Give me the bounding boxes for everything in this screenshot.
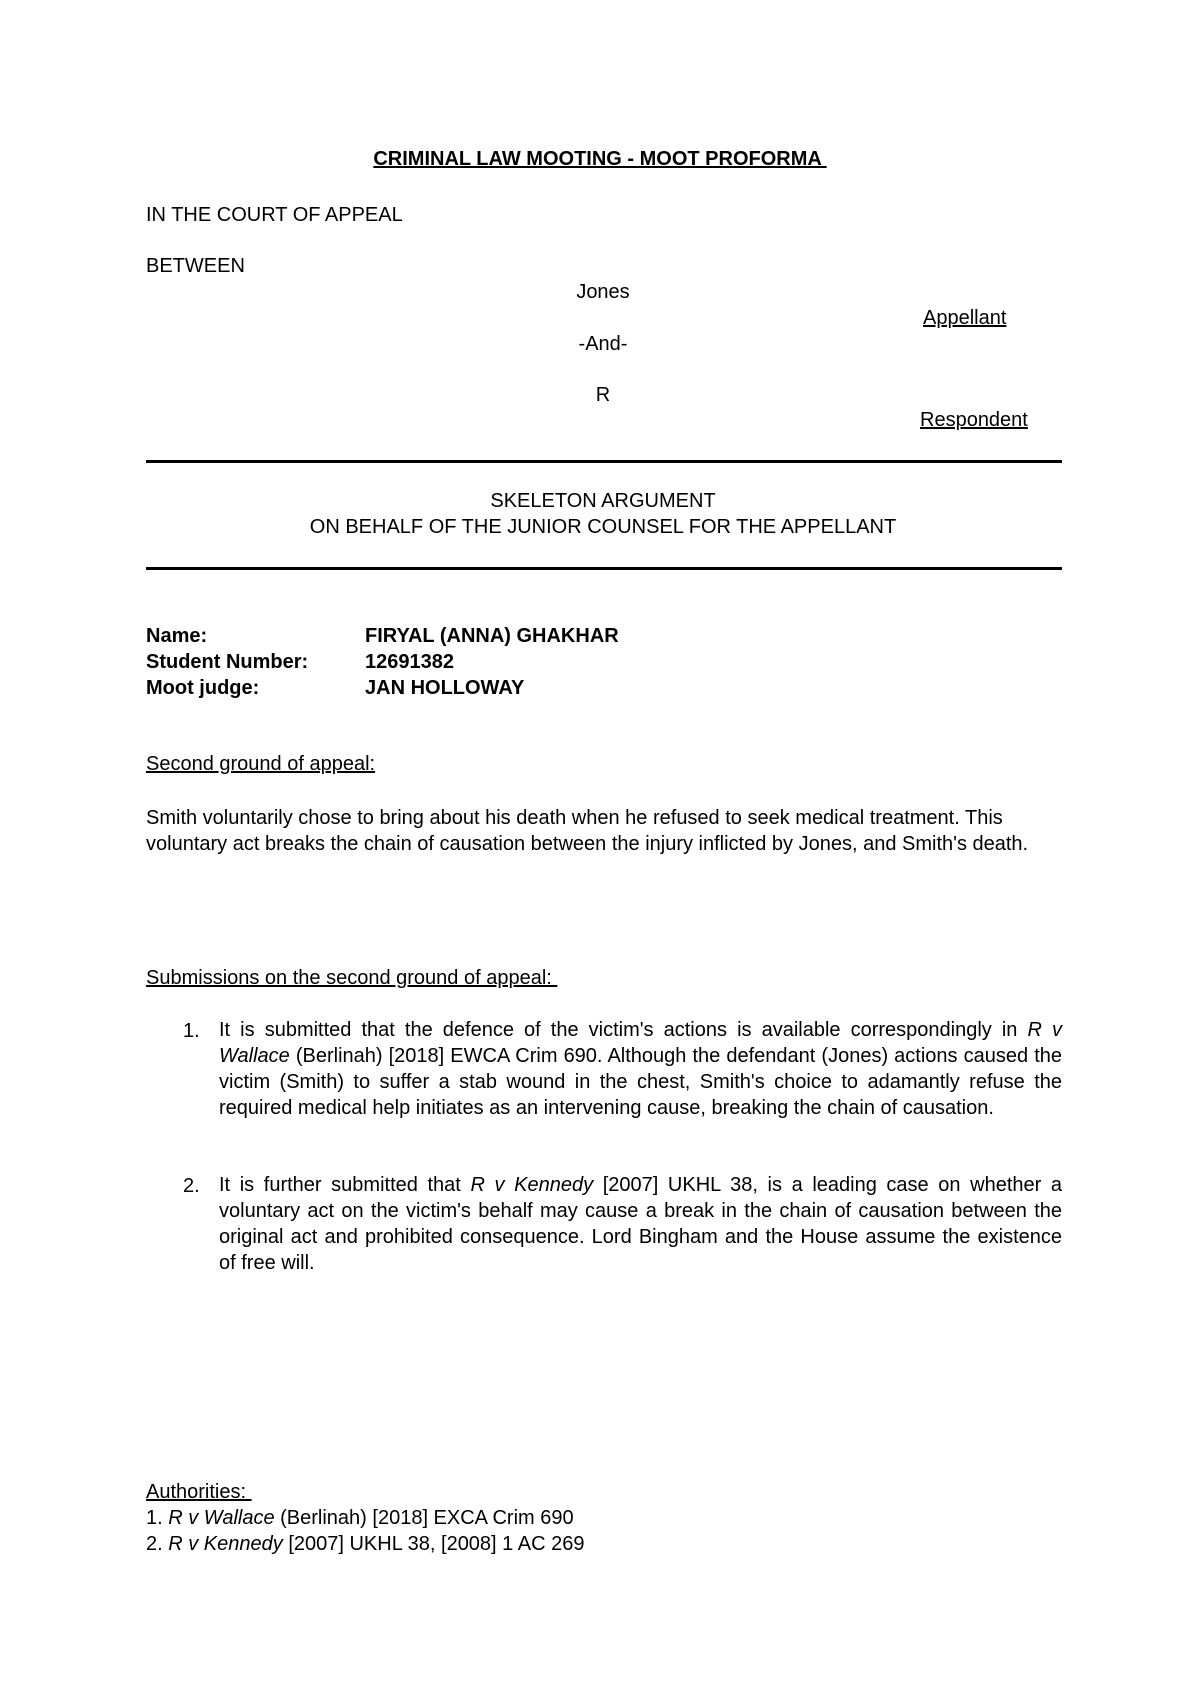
submission-post: (Berlinah) [2018] EWCA Crim 690. Although the defendant (Jones) actions caused the victim (Smith) to suffer a stab wound in the chest, Smith's choice to adamantly refuse the required medical help initiates as an intervening cause, breaking the chain of causation. <box>219 1045 1062 1119</box>
case-name: R v Wallace <box>168 1507 275 1529</box>
between-label: BETWEEN <box>146 255 245 277</box>
court-name: IN THE COURT OF APPEAL <box>146 204 403 226</box>
case-name: R v Kennedy <box>168 1533 283 1555</box>
name-value: FIRYAL (ANNA) GHAKHAR <box>365 625 619 647</box>
moot-judge-value: JAN HOLLOWAY <box>365 677 525 699</box>
ground-text: Smith voluntarily chose to bring about his death when he refused to seek medical treatment. This voluntary act breaks the chain of causation between the injury inflicted by Jones, and Smith's death. <box>146 807 1029 855</box>
appellant-name: Jones <box>576 281 630 303</box>
authority-citation: (Berlinah) [2018] EXCA Crim 690 <box>274 1507 574 1529</box>
authority-number: 2. <box>146 1533 169 1555</box>
submission-text <box>219 1172 1062 1276</box>
submission-pre: It is further submitted that <box>219 1174 471 1196</box>
submission-number: 2. <box>183 1175 200 1197</box>
submission-number: 1. <box>183 1020 200 1042</box>
respondent-name: R <box>595 384 611 406</box>
case-name: R v Kennedy <box>470 1174 594 1196</box>
skeleton-subheading: ON BEHALF OF THE JUNIOR COUNSEL FOR THE APPELLANT <box>309 516 897 538</box>
document-title: CRIMINAL LAW MOOTING - MOOT PROFORMA <box>373 148 827 170</box>
student-number-value: 12691382 <box>365 651 454 673</box>
authorities-heading: Authorities: <box>146 1481 252 1503</box>
authority-citation: [2007] UKHL 38, [2008] 1 AC 269 <box>282 1533 585 1555</box>
authority-number: 1. <box>146 1507 169 1529</box>
respondent-role: Respondent <box>920 409 1028 431</box>
top-divider <box>146 460 1062 463</box>
submissions-heading: Submissions on the second ground of appeal: <box>146 967 558 989</box>
student-number-label: Student Number: <box>146 651 309 673</box>
moot-judge-label: Moot judge: <box>146 677 260 699</box>
appellant-role: Appellant <box>923 307 1007 329</box>
ground-heading: Second ground of appeal: <box>146 753 376 775</box>
skeleton-heading: SKELETON ARGUMENT <box>490 490 716 512</box>
bottom-divider <box>146 567 1062 570</box>
submission-pre: It is submitted that the defence of the victim's actions is available correspondingly in <box>219 1019 1028 1041</box>
case-name: R v Wallace <box>219 1019 1063 1067</box>
authority-item <box>146 1532 584 1556</box>
authority-item <box>146 1506 574 1530</box>
submission-post: [2007] UKHL 38, is a leading case on whether a voluntary act on the victim's behalf may cause a break in the chain of causation between the original act and prohibited consequence. Lord Bingham and the House assume the existence of free will. <box>219 1174 1063 1274</box>
and-separator: -And- <box>578 333 628 355</box>
name-label: Name: <box>146 625 208 647</box>
submission-text <box>219 1017 1062 1121</box>
